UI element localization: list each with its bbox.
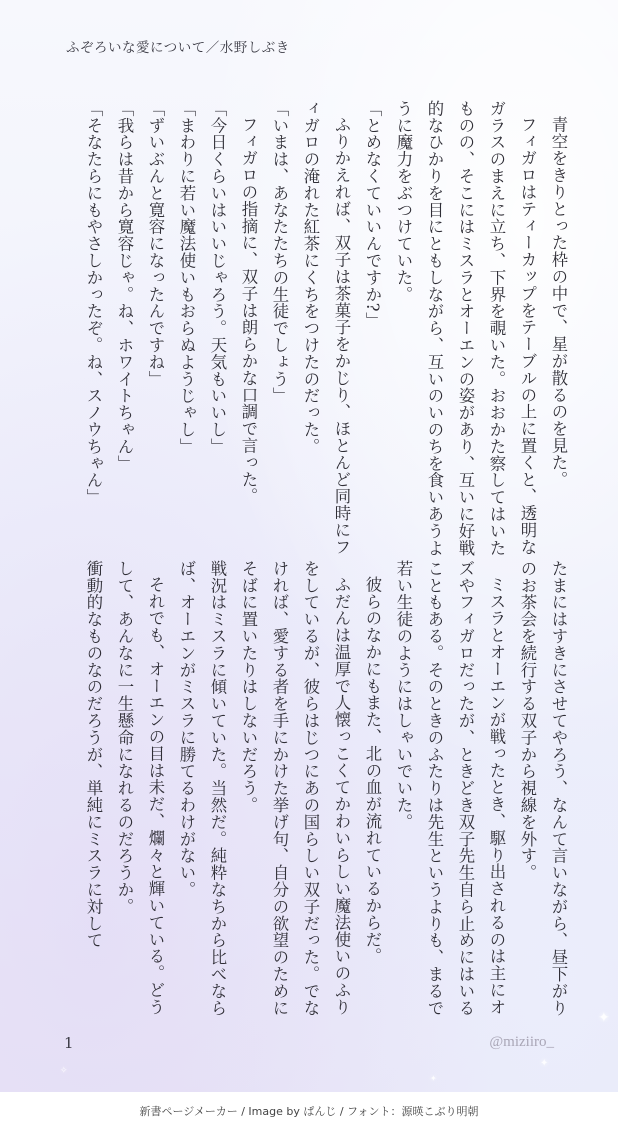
paragraph: ふりかえれば、双子は茶菓子をかじり、ほとんど同時にフィガロの淹れた紅茶にくちをつけたのだった。 xyxy=(301,100,351,556)
sparkle-icon: ✧ xyxy=(60,1066,68,1076)
paragraph: ミスラとオーエンが戦ったとき、駆り出されるのは主にオズやフィガロだったが、ときどき双子先生自ら止めにはいることもある。そのときのふたりは先生というよりも、まるで若い生徒のようにはしゃいでいた。 xyxy=(394,560,506,1017)
sparkle-icon: ✦ xyxy=(540,1058,549,1069)
paragraph: フィガロの指摘に、双子は朗らかな口調で言った。 xyxy=(239,116,258,506)
footer-credit: 新書ページメーカー / Image by ぱんじ / フォント：源暎こぶり明朝 xyxy=(0,1092,618,1132)
book-title-author: ふぞろいな愛について／水野しぶき xyxy=(66,40,290,56)
paragraph: 戦況はミスラに傾いていた。当然だ。純粋なちから比べならば、オーエンがミスラに勝てるわけがない。 xyxy=(177,560,227,1017)
paragraph: 衝動的なものなのだろうが、単純にミスラに対して xyxy=(84,560,103,949)
sparkle-icon: ✦ xyxy=(598,1010,610,1026)
paragraph: フィガロはティーカップをテーブルの上に置くと、透明なガラスのまえに立ち、下界を覗いた。おおかた察してはいたものの、そこにはミスラとオーエンの姿があり、互いに好戦的なひかりを目にともしながら、互いのいのちを食いあうように魔力をぶつけていた。 xyxy=(394,100,537,557)
text-block-top xyxy=(64,100,574,570)
paragraph: たまにはすきにさせてやろう、なんて言いながら、昼下がりのお茶会を続行する双子から視線を外す。 xyxy=(518,560,568,1017)
paragraph: 青空をきりとった枠の中で、星が散るのを見た。 xyxy=(549,116,568,489)
text-block-bottom xyxy=(64,560,574,1030)
dialogue-line: 「我らは昔から寛容じゃ。ね、ホワイトちゃん」 xyxy=(115,100,134,472)
sparkle-icon: ✦ xyxy=(430,1074,437,1083)
dialogue-line: 「そなたらにもやさしかったぞ。ね、スノウちゃん」 xyxy=(84,100,103,506)
paragraph: ふだんは温厚で人懐っこくてかわいらしい魔法使いのふりをしているが、彼らはじつにあの国らしい双子だった。でなければ、愛する者を手にかけた挙げ句、自分の欲望のためにそばに置いたりはしないだろう。 xyxy=(239,560,351,1017)
dialogue-line: 「ずいぶんと寛容になったんですね」 xyxy=(146,100,165,388)
dialogue-line: 「とめなくていいんですか?」 xyxy=(363,100,382,329)
author-handle: @miziiro_ xyxy=(489,1034,554,1050)
dialogue-line: 「まわりに若い魔法使いもおらぬようじゃし」 xyxy=(177,100,196,455)
dialogue-line: 「いまは、あなたたちの生徒でしょう」 xyxy=(270,100,289,405)
paragraph: 彼らのなかにもまた、北の血が流れているからだ。 xyxy=(363,576,382,966)
page-number: 1 xyxy=(64,1034,74,1052)
dialogue-line: 「今日くらいはいいじゃろう。天気もいいし」 xyxy=(208,100,227,455)
paragraph: それでも、オーエンの目は未だ、爛々と輝いている。どうして、あんなに一生懸命になれるのだろうか。 xyxy=(115,560,165,1016)
